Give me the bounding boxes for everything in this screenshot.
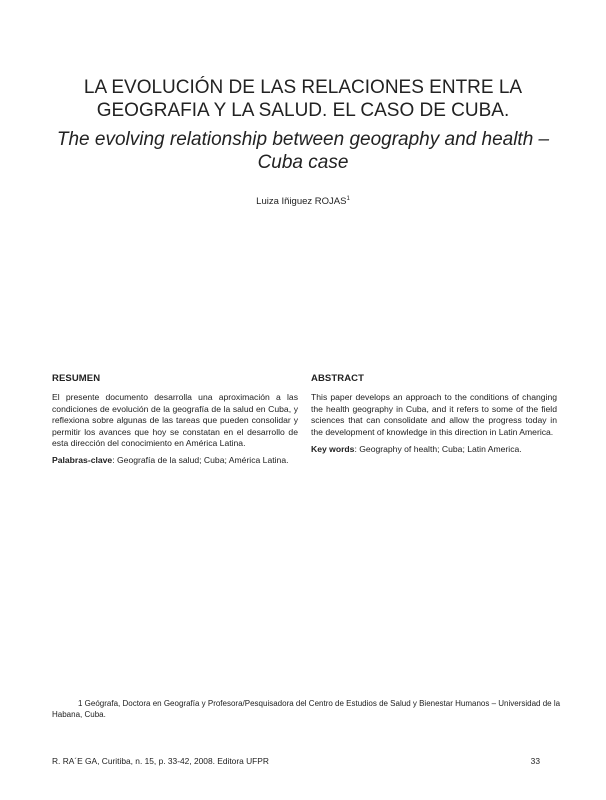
resumen-keywords: [52, 455, 298, 466]
page-number: 33: [530, 756, 540, 766]
resumen-section: [52, 373, 298, 473]
author-footnote-mark: 1: [346, 196, 350, 202]
resumen-heading: RESUMEN: [52, 373, 101, 384]
author-name: Luiza Iñiguez ROJAS: [256, 196, 347, 208]
abstract-body: This paper develops an approach to the conditions of changing the health geography in Cuba, and it refers to some of the field sciences that can consolidate and allow the progress today in the development of knowledge in this direction in Latin America.: [311, 392, 557, 437]
abstract-keywords-label: Key words: [311, 444, 355, 455]
resumen-keywords-label: Palabras-clave: [52, 455, 113, 466]
title-spanish-line-1: LA EVOLUCIÓN DE LAS RELACIONES ENTRE LA: [83, 77, 523, 98]
title-spanish-line-2: GEOGRAFIA Y LA SALUD. EL CASO DE CUBA.: [96, 100, 510, 121]
resumen-keywords-text: : Geografía de la salud; Cuba; América Latina.: [112, 455, 289, 466]
title-english-line-1: The evolving relationship between geography and health –: [56, 129, 550, 150]
page-footer: [52, 756, 540, 766]
abstract-keywords: [311, 444, 557, 455]
title-english: [40, 128, 566, 174]
footer-citation: R. RA´E GA, Curitiba, n. 15, p. 33-42, 2008. Editora UFPR: [52, 756, 269, 766]
abstract-keywords-text: : Geography of health; Cuba; Latin America.: [354, 444, 522, 455]
abstract-section: [311, 373, 557, 461]
footnote: 1 Geógrafa, Doctora en Geografía y Profesora/Pesquisadora del Centro de Estudios de Salud y Bienestar Humanos – Universidad de la Habana, Cuba.: [52, 699, 561, 719]
title-english-line-2: Cuba case: [257, 152, 349, 173]
resumen-body: El presente documento desarrolla una aproximación a las condiciones de evolución de la geografía de la salud en Cuba, y reflexiona sobre algunas de las tareas que pueden consolidar y permitir los avances que hoy se constatan en el desarrollo de esta dirección del conocimiento en América Latina.: [52, 392, 298, 449]
title-spanish: [40, 76, 566, 122]
abstract-heading: ABSTRACT: [311, 373, 365, 384]
author-line: [40, 196, 566, 207]
